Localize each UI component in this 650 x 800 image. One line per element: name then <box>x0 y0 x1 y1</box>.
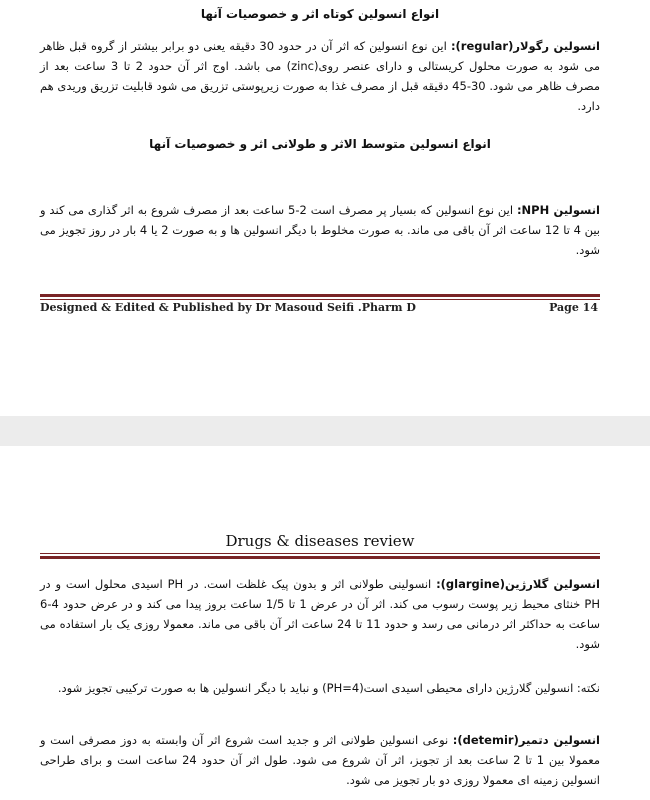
footer-rule <box>40 294 600 297</box>
footer-rule-thin <box>40 299 600 300</box>
paragraph-regular-insulin: انسولین رگولار(regular): این نوع انسولین که اثر آن در حدود 30 دقیقه یعنی دو برابر بیشتر از گروه قبل ظاهر می شود به صورت محلول کریستالی و دارای عنصر روی(zinc) می باشد. اوج اثر آن حدود 2 تا 3 ساعت بعد از مصرف ظاهر می شود. 30-45 دقیقه قبل از مصرف غذا به صورت زیرپوستی تزریق می شود قابلیت تزریق وریدی هم دارد. <box>40 39 601 113</box>
page-number: Page 14 <box>549 301 598 314</box>
term-label-glargine: انسولین گلارژین(glargine): <box>436 577 601 591</box>
paragraph-glargine-insulin: انسولین گلارژین(glargine): انسولینی طولانی اثر و بدون پیک غلظت است. در PH اسیدی محلول است و در PH خنثای محیط زیر پوست رسوب می کند. اثر آن در عرض 1 تا 1/5 ساعت بروز پیدا می کند و در عرض حدود 4-6 ساعت به حداکثر اثر درمانی می رسد و حدود 11 تا 24 ساعت اثر آن باقی می ماند. معمولا روزی یک بار استفاده می شود. <box>40 577 601 651</box>
term-label-detemir: انسولین دتمیر(detemir): <box>452 733 601 747</box>
document-page-15 <box>0 446 650 800</box>
header-rule <box>40 556 600 559</box>
section-title-intermediate-long-acting: انواع انسولین متوسط الاثر و طولانی اثر و خصوصیات آنها <box>149 137 491 151</box>
header-rule-thin <box>40 553 600 554</box>
paragraph-detemir-insulin: انسولین دتمیر(detemir): نوعی انسولین طولانی اثر و جدید است شروع اثر آن وابسته به دوز مصرفی است و معمولا بین 1 تا 2 ساعت بعد از تجویز، اثر آن شروع می شود. طول اثر آن حدود 24 ساعت است و برای طراحی انسولین زمینه ای معمولا روزی دو بار تجویز می شود. <box>40 733 601 787</box>
footer-credit: Designed & Edited & Published by Dr Masoud Seifi .Pharm D <box>40 301 416 314</box>
term-label-regular: انسولین رگولار(regular): <box>450 39 601 53</box>
page-separator <box>0 416 650 446</box>
section-title-short-acting: انواع انسولین کوتاه اثر و خصوصیات آنها <box>200 7 440 21</box>
term-label-nph: انسولین NPH: <box>516 203 600 217</box>
paragraph-glargine-note: نکته: انسولین گلارژین دارای محیطی اسیدی است(PH=4) و نباید با دیگر انسولین ها به صورت ترکیبی تجویز شود. <box>57 681 600 695</box>
paragraph-nph-insulin: انسولین NPH: این نوع انسولین که بسیار پر مصرف است 2-5 ساعت بعد از مصرف شروع به اثر گذاری می کند و بین 4 تا 12 ساعت اثر آن باقی می ماند. به صورت مخلوط با دیگر انسولین ها و به صورت 2 یا 4 بار در روز تجویز می شود. <box>40 203 601 257</box>
running-header: Drugs & diseases review <box>225 532 415 550</box>
